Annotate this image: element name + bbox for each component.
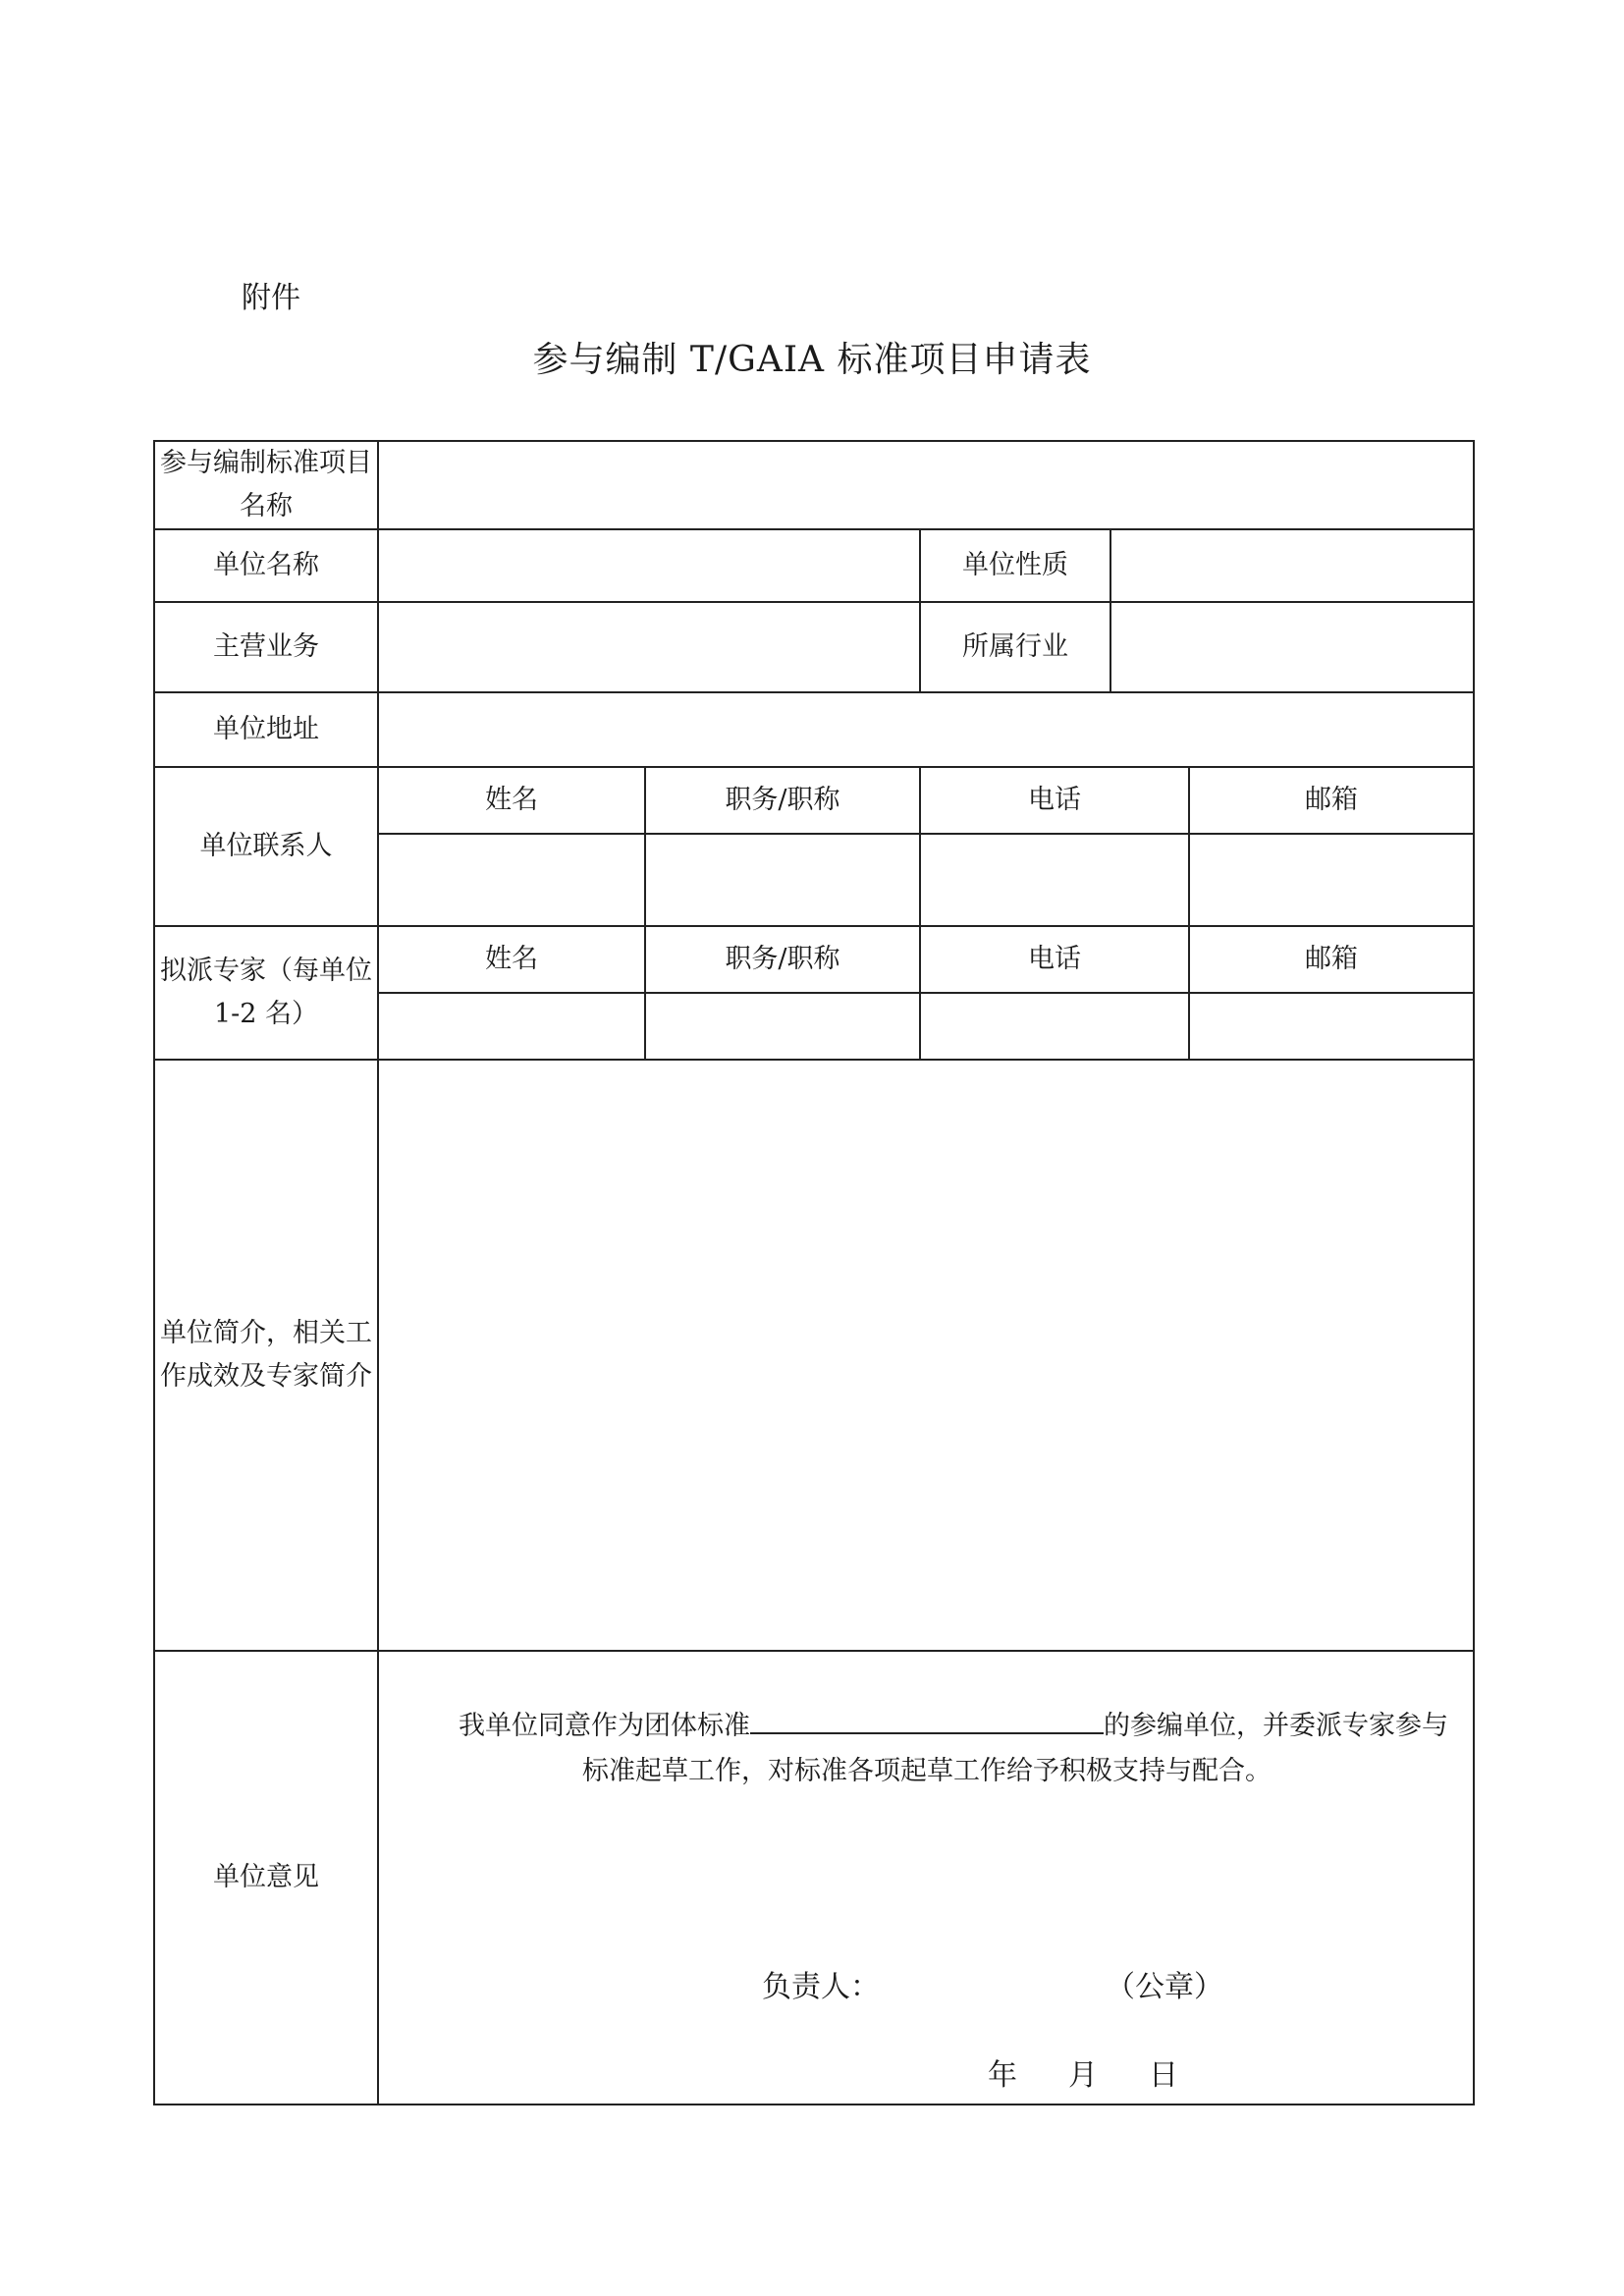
date-line: [988, 2054, 1178, 2098]
opinion-text-after: 的参编单位，并委派专家参与标准起草工作，对标准各项起草工作给予积极支持与配合。: [582, 1711, 1448, 1786]
contact-name-field[interactable]: [378, 834, 645, 926]
main-business-label: 主营业务: [154, 602, 378, 692]
date-day: 日: [1149, 2058, 1178, 2093]
opinion-text-before: 我单位同意作为团体标准: [459, 1711, 750, 1741]
expert-position-field[interactable]: [645, 993, 920, 1060]
expert-col-position: 职务/职称: [645, 926, 920, 993]
contact-email-field[interactable]: [1189, 834, 1474, 926]
application-form-table: [153, 440, 1475, 2105]
project-name-label: 参与编制标准项目名称: [154, 441, 378, 529]
expert-phone-field[interactable]: [920, 993, 1189, 1060]
expert-col-email: 邮箱: [1189, 926, 1474, 993]
contact-col-position: 职务/职称: [645, 767, 920, 834]
row-project-name: [154, 441, 1474, 529]
address-field[interactable]: [378, 692, 1474, 767]
page-title: 参与编制 T/GAIA 标准项目申请表: [532, 340, 1092, 380]
row-main-business: [154, 602, 1474, 692]
project-name-field[interactable]: [378, 441, 1474, 529]
date-month: 月: [1068, 2058, 1098, 2093]
opinion-field[interactable]: [378, 1651, 1474, 2105]
expert-email-field[interactable]: [1189, 993, 1474, 1060]
date-year: 年: [988, 2058, 1017, 2093]
org-nature-field[interactable]: [1110, 529, 1474, 602]
org-name-label: 单位名称: [154, 529, 378, 602]
expert-label: 拟派专家（每单位 1-2 名）: [154, 926, 378, 1060]
row-intro: [154, 1060, 1474, 1651]
row-address: [154, 692, 1474, 767]
org-nature-label: 单位性质: [920, 529, 1110, 602]
row-org-name: [154, 529, 1474, 602]
industry-label: 所属行业: [920, 602, 1110, 692]
opinion-label: 单位意见: [154, 1651, 378, 2105]
row-contact-header: [154, 767, 1474, 834]
row-expert-header: [154, 926, 1474, 993]
standard-name-blank[interactable]: [750, 1703, 1104, 1734]
attachment-label: 附件: [242, 281, 300, 315]
contact-label: 单位联系人: [154, 767, 378, 926]
expert-col-name: 姓名: [378, 926, 645, 993]
intro-field[interactable]: [378, 1060, 1474, 1651]
responsible-label: 负责人：: [762, 1970, 880, 2004]
opinion-statement: [395, 1703, 1459, 1794]
contact-col-email: 邮箱: [1189, 767, 1474, 834]
org-name-field[interactable]: [378, 529, 920, 602]
expert-name-field[interactable]: [378, 993, 645, 1060]
intro-label: 单位简介，相关工作成效及专家简介: [154, 1060, 378, 1651]
expert-col-phone: 电话: [920, 926, 1189, 993]
row-opinion: [154, 1651, 1474, 2105]
main-business-field[interactable]: [378, 602, 920, 692]
address-label: 单位地址: [154, 692, 378, 767]
contact-phone-field[interactable]: [920, 834, 1189, 926]
seal-label: （公章）: [1106, 1970, 1223, 2004]
contact-col-name: 姓名: [378, 767, 645, 834]
industry-field[interactable]: [1110, 602, 1474, 692]
contact-position-field[interactable]: [645, 834, 920, 926]
contact-col-phone: 电话: [920, 767, 1189, 834]
